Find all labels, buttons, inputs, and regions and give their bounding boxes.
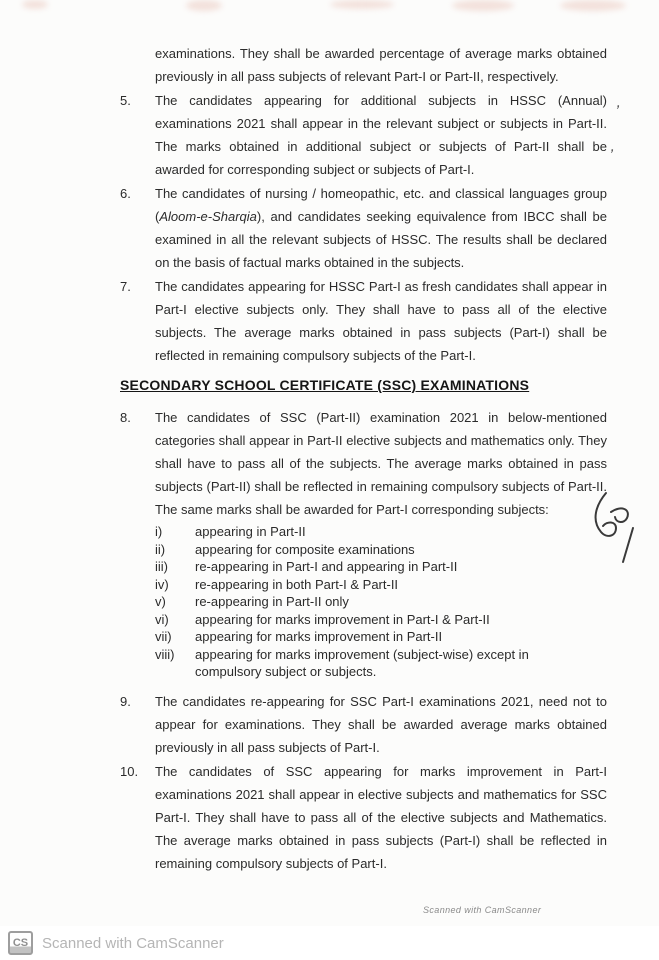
- item-number: 10.: [120, 763, 139, 779]
- item-number: 8.: [120, 410, 131, 425]
- item-text: The candidates re-appearing for SSC Part-I examinations 2021, need not to appear for examinations. They shall be awarded average marks obtained previously in all pass subjects of Part-I.: [155, 693, 607, 755]
- sublist-text: re-appearing in Part-I and appearing in Part-II: [195, 559, 458, 574]
- item-text: The candidates of SSC (Part-II) examination 2021 in below-mentioned categories shall appear in Part-II elective subjects and mathematics only. They shall have to pass all of the subjects. The average marks obtained in pass subjects (Part-II) shall be reflected in remaining compulsory subjects of Part-II. The same marks shall be awarded for Part-I corresponding subjects:: [155, 410, 607, 517]
- list-item-10: [120, 760, 607, 875]
- item-number: 7.: [120, 279, 131, 294]
- item-number: 5.: [120, 93, 131, 108]
- sublist-label: v): [155, 594, 166, 609]
- section-heading: SECONDARY SCHOOL CERTIFICATE (SSC) EXAMINATIONS: [120, 377, 530, 393]
- sublist-item-vi: [155, 611, 607, 629]
- scan-smudge: [22, 0, 48, 9]
- sublist-label: ii): [155, 541, 166, 557]
- list-item-9: [120, 690, 607, 759]
- sublist-item-ii: [155, 541, 607, 559]
- sublist-text: re-appearing in both Part-I & Part-II: [195, 576, 399, 592]
- sublist-label: i): [155, 524, 163, 539]
- sublist-text: appearing for composite examinations: [195, 541, 415, 557]
- sublist-label: viii): [155, 646, 175, 662]
- document-body: [120, 42, 607, 876]
- sublist-item-i: [155, 523, 607, 541]
- item-text: [155, 182, 607, 274]
- list-item-7: [120, 275, 607, 367]
- list-item-5: [120, 89, 607, 181]
- sublist-text: appearing for marks improvement in Part-I & Part-II: [195, 611, 490, 627]
- sublist-label: iv): [155, 576, 169, 592]
- sublist-item-iii: [155, 558, 607, 576]
- item-text: The candidates appearing for additional subjects in HSSC (Annual) examinations 2021 shall appear in the relevant subject or subjects in Part-II. The marks obtained in additional subject or subjects of Part-II shall be awarded for corresponding subject or subjects of Part-I.: [155, 93, 607, 177]
- sublist-text: re-appearing in Part-II only: [195, 594, 349, 609]
- sublist-text: appearing for marks improvement in Part-II: [195, 629, 443, 644]
- scan-smudge: [560, 0, 626, 11]
- scan-smudge: [452, 0, 514, 11]
- sublist-label: vii): [155, 629, 172, 644]
- sublist-item-viii: [155, 646, 607, 681]
- list-item-8: [120, 406, 607, 521]
- item-number: 6.: [120, 186, 131, 201]
- camscanner-badge-icon: CS: [8, 931, 33, 955]
- roman-sublist: [155, 523, 607, 681]
- scan-smudge: [186, 0, 222, 11]
- stray-mark: ,: [609, 137, 618, 156]
- scan-smudge: [330, 0, 394, 9]
- item-number: 9.: [120, 693, 131, 709]
- sublist-text: appearing in Part-II: [195, 524, 306, 539]
- camscanner-footer-text: Scanned with CamScanner: [42, 934, 224, 952]
- sublist-label: vi): [155, 611, 169, 627]
- camscanner-footer-bar: [0, 926, 659, 960]
- list-item-6: [120, 182, 607, 274]
- paragraph-continuation: examinations. They shall be awarded percentage of average marks obtained previously in all pass subjects of relevant Part-I or Part-II, respectively.: [155, 46, 607, 84]
- sublist-text: appearing for marks improvement (subject-wise) except in compulsory subject or subjects.: [195, 646, 529, 679]
- sublist-item-v: [155, 593, 607, 611]
- handwritten-initials: [582, 490, 644, 573]
- item-text: The candidates appearing for HSSC Part-I as fresh candidates shall appear in Part-I elective subjects only. They shall have to pass all of the elective subjects. The average marks obtained in pass subjects (Part-I) shall be reflected in remaining compulsory subjects of the Part-I.: [155, 279, 607, 363]
- sublist-item-iv: [155, 576, 607, 594]
- item-text: The candidates of SSC appearing for marks improvement in Part-I examinations 2021 shall appear in elective subjects and mathematics for SSC Part-I. They shall have to pass all of the elective subjects and Mathematics. The average marks obtained in pass subjects (Part-I) shall be reflected in remaining compulsory subjects of Part-I.: [155, 763, 607, 871]
- stray-mark: ,: [615, 93, 624, 112]
- item-text-after: ), and candidates seeking equivalence from IBCC shall be examined in all the relevant subjects of HSSC. The results shall be declared on the basis of factual marks obtained in the subjects.: [155, 209, 607, 270]
- sublist-item-vii: [155, 628, 607, 646]
- italic-term: Aloom-e-Sharqia: [159, 209, 257, 224]
- item-text-before: The candidates of nursing / homeopathic, etc. and classical languages group (: [155, 186, 607, 224]
- sublist-label: iii): [155, 559, 168, 574]
- camscanner-script-watermark: Scanned with CamScanner: [423, 905, 542, 915]
